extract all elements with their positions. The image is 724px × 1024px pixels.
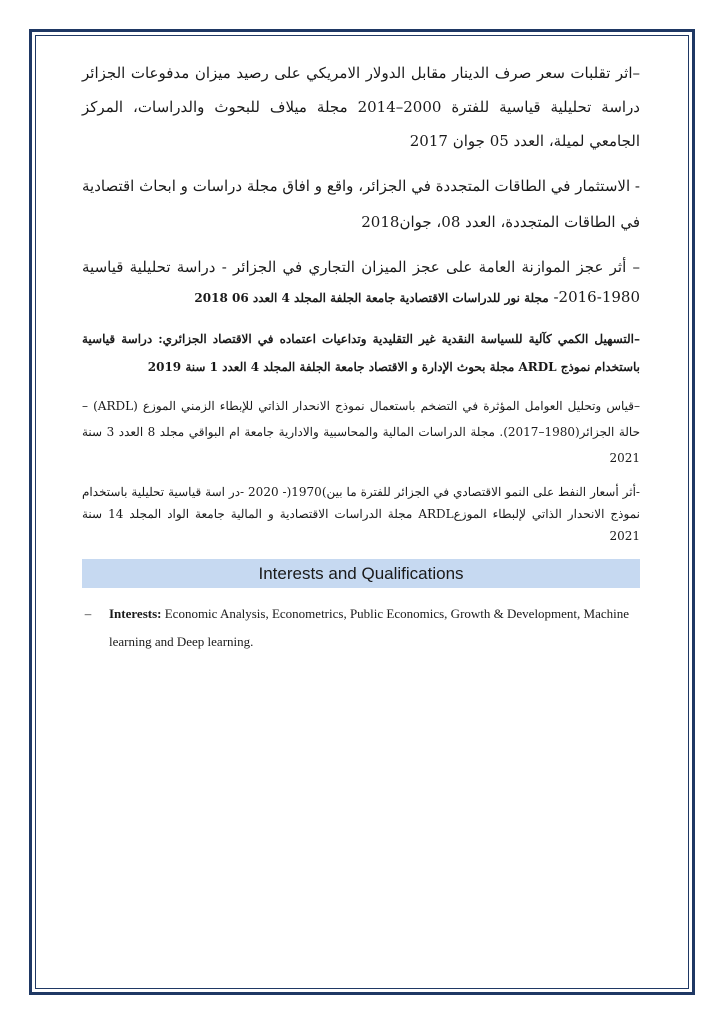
section-heading-bar [82, 559, 640, 588]
publication-entry: –التسهيل الكمي كآلية للسياسة النقدية غير التقليدية وتداعيات اعتماده في الاقتصاد الجزائري: دراسة قياسية باستخدام نموذج ARDL مجلة بحوث الإدارة و الاقتصاد جامعة الجلفة المجلد 4 العدد 1 سنة 2019 [82, 332, 640, 374]
page-content [82, 56, 640, 656]
publication-entry [82, 252, 640, 313]
publication-entry: -أثر أسعار النفط على النمو الاقتصادي في الجزائر للفترة ما بين)1970(- 2020 -در اسة قياسية تحليلية باستخدام نموذج الانحدار الذاتي لإلبطاء الموزعARDL مجلة الدراسات الاقتصادية و المالية جامعة الواد المجلد 14 سنة 2021 [82, 485, 640, 543]
publication-entry: –قياس وتحليل العوامل المؤثرة في التضخم باستعمال نموذج الانحدار الذاتي للإبطاء الزمني الموزع (ARDL) – حالة الجزائر(1980–2017). مجلة الدراسات المالية والمحاسبية والادارية جامعة ام البواقي مجلد 8 العدد 3 سنة 2021 [82, 399, 640, 465]
publication-title: – أثر عجز الموازنة العامة على عجز الميزان التجاري في الجزائر - دراسة تحليلية قياسية 1980-2016- [82, 258, 640, 306]
dash-bullet-icon: – [84, 606, 92, 621]
publication-journal: مجلة نور للدراسات الاقتصادية جامعة الجلفة المجلد 4 العدد 06 2018 [194, 291, 549, 305]
interests-item [82, 600, 640, 656]
publication-entry: - الاستثمار في الطاقات المتجددة في الجزائر، واقع و افاق مجلة دراسات و ابحاث اقتصادية في الطاقات المتجددة، العدد 08، جوان2018 [82, 177, 640, 231]
interests-label: Interests: [109, 606, 162, 621]
publication-entry: –اثر تقلبات سعر صرف الدينار مقابل الدولار الامريكي على رصيد ميزان مدفوعات الجزائر دراسة تحليلية قياسية للفترة 2000–2014 مجلة ميلاف للبحوث والدراسات، المركز الجامعي لميلة، العدد 05 جوان 2017 [82, 64, 640, 150]
section-title: Interests and Qualifications [258, 563, 464, 583]
interests-text: Economic Analysis, Econometrics, Public Economics, Growth & Development, Machine learning and Deep learning. [109, 606, 630, 649]
